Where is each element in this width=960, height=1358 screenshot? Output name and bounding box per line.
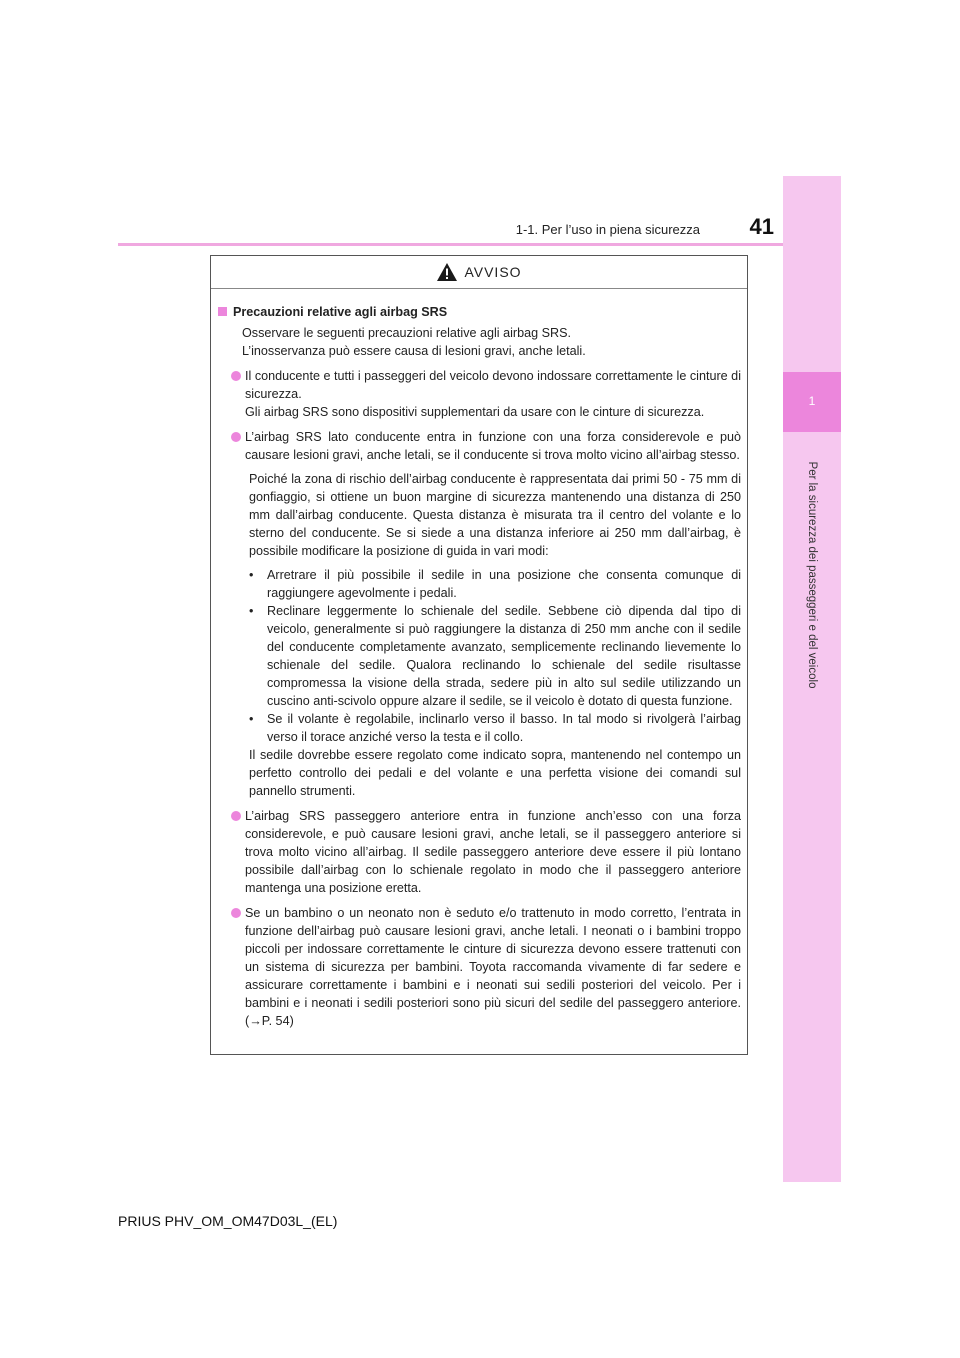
item-text: Gli airbag SRS sono dispositivi supplementari da usare con le cinture di sicurezza.: [245, 405, 705, 419]
list-item: [249, 710, 741, 746]
item-detail: Poiché la zona di rischio dell’airbag conducente è rappresentata dai primi 50 - 75 mm di gonfiaggio, si ottiene un buon margine di sicurezza mantenendo una distanza di 250 mm dall’airbag conducente. Questa distanza è misurata tra il centro del volante e lo sterno del conducente. Se si siede a una distanza inferiore ai 250 mm dall’airbag, è possibile modificare la posizione di guida in vari modi:: [249, 472, 741, 558]
list-item: [249, 602, 741, 710]
warning-title: AVVISO: [464, 264, 522, 280]
positioning-list: [218, 566, 741, 746]
item-text: Il conducente e tutti i passeggeri del veicolo devono indossare correttamente le cinture di sicurezza.: [245, 369, 741, 401]
item-text: L’airbag SRS lato conducente entra in funzione con una forza considerevole e può causare lesioni gravi, anche letali, se il conducente si trova molto vicino all’airbag stesso.: [245, 430, 741, 462]
intro-line: Osservare le seguenti precauzioni relative agli airbag SRS.: [242, 326, 572, 340]
warning-triangle-icon: [436, 262, 458, 282]
chapter-title: Per la sicurezza dei passeggeri e del veicolo: [806, 461, 818, 689]
round-bullet-icon: [231, 908, 241, 918]
chapter-number: 1: [808, 394, 816, 408]
list-item-text: Reclinare leggermente lo schienale del sedile. Sebbene ciò dipenda dal tipo di veicolo, generalmente si può raggiungere la distanza di 250 mm anche con il sedile del conducente completamente avanzato, semplicemente reclinando lievemente lo schienale del sedile. Qualora reclinando lo schienale del sedile risultasse compromessa la visione della strada, sedere più in alto sul sedile utilizzando un cuscino anti-scivolo oppure alzare il sedile, se il veicolo è dotato di questa funzione.: [267, 604, 741, 708]
round-bullet-icon: [231, 371, 241, 381]
list-item: [218, 807, 741, 897]
list-item-text: Arretrare il più possibile il sedile in una posizione che consenta comunque di raggiungere agevolmente i pedali.: [267, 568, 741, 600]
bullet-marker: •: [249, 712, 254, 726]
section-title: 1-1. Per l’uso in piena sicurezza: [515, 222, 700, 237]
list-item: [218, 904, 741, 1030]
page-number: 41: [749, 214, 774, 239]
bullet-marker: •: [249, 604, 254, 618]
item-closing: Il sedile dovrebbe essere regolato come indicato sopra, mantenendo nel contempo un perfetto controllo dei pedali e del volante e una perfetta visione dei comandi sul pannello strumenti.: [249, 748, 741, 798]
square-bullet-icon: [218, 307, 227, 316]
round-bullet-icon: [231, 432, 241, 442]
warning-header: [211, 256, 747, 289]
document-code: PRIUS PHV_OM_OM47D03L_(EL): [118, 1213, 338, 1229]
list-item: [218, 428, 741, 464]
list-item-text: Se il volante è regolabile, inclinarlo verso il basso. In tal modo si rivolgerà l’airbag verso il torace anziché verso la testa e il collo.: [267, 712, 741, 744]
precautions-heading: [218, 303, 741, 321]
warning-body: [211, 289, 747, 1030]
header-rule: [118, 243, 783, 246]
warning-box: [210, 255, 748, 1055]
round-bullet-icon: [231, 811, 241, 821]
item-text: Se un bambino o un neonato non è seduto e/o trattenuto in modo corretto, l’entrata in funzione dell’airbag può causare lesioni gravi, anche letali. I neonati o i bambini troppo piccoli per indossare correttamente le cinture di sicurezza devono essere trattenuti con un sistema di sicurezza per bambini. Toyota raccomanda vivamente di far sedere e assicurare correttamente i bambini e i neonati sui sedili posteriori del veicolo. Per i bambini e i neonati i sedili posteriori sono più sicuri del sedile del passeggero anteriore.: [245, 906, 741, 1010]
precautions-heading-text: Precauzioni relative agli airbag SRS: [233, 305, 448, 319]
item-text: L’airbag SRS passeggero anteriore entra in funzione anch’esso con una forza considerevole, e può causare lesioni gravi, anche letali, se il passeggero anteriore si trova molto vicino all’airbag. Il sedile passeggero anteriore deve essere il più lontano possibile dall’airbag con lo schienale regolato in modo che il passeggero anteriore mantenga una posizione eretta.: [245, 809, 741, 895]
page-reference-link[interactable]: (→P. 54): [245, 1014, 294, 1028]
list-item: [218, 367, 741, 421]
bullet-marker: •: [249, 568, 254, 582]
list-item: [249, 566, 741, 602]
intro-line: L’inosservanza può essere causa di lesioni gravi, anche letali.: [242, 344, 586, 358]
